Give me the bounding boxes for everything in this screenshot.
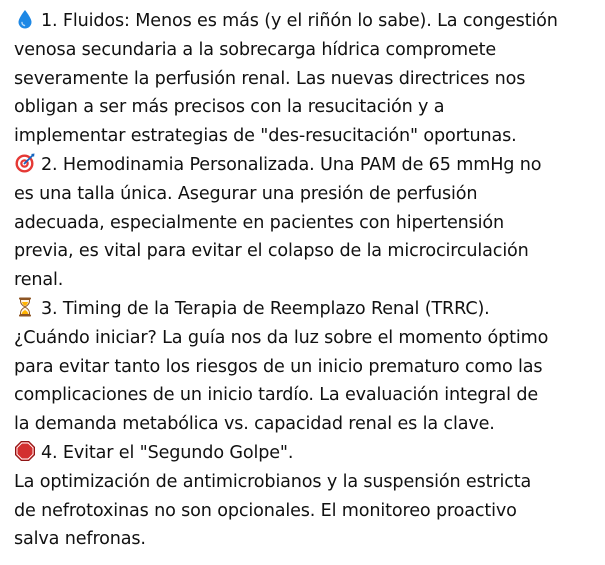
section-line: implementar estrategias de "des-resucitación" oportunas. xyxy=(14,126,517,147)
hourglass-icon xyxy=(14,296,36,318)
section-rrt-timing xyxy=(14,295,591,439)
section-title-line: 2. Hemodinamia Personalizada. Una PAM de 65 mmHg no xyxy=(41,154,542,175)
section-line: de nefrotoxinas no son opcionales. El monitoreo proactivo xyxy=(14,500,517,521)
target-icon xyxy=(14,152,36,174)
section-line: previa, es vital para evitar el colapso de la microcirculación xyxy=(14,241,529,262)
section-line: severamente la perfusión renal. Las nuevas directrices nos xyxy=(14,68,526,89)
section-line: para evitar tanto los riesgos de un inicio prematuro como las xyxy=(14,356,543,377)
section-title-line: 4. Evitar el "Segundo Golpe". xyxy=(41,442,294,463)
section-line xyxy=(14,439,591,468)
section-line: La optimización de antimicrobianos y la suspensión estricta xyxy=(14,471,532,492)
section-line xyxy=(14,295,591,324)
section-line: venosa secundaria a la sobrecarga hídrica compromete xyxy=(14,39,497,60)
section-line: salva nefronas. xyxy=(14,529,146,550)
section-line: es una talla única. Asegurar una presión de perfusión xyxy=(14,183,478,204)
section-line xyxy=(14,151,591,180)
section-line: obligan a ser más precisos con la resucitación y a xyxy=(14,97,445,118)
section-line: la demanda metabólica vs. capacidad renal es la clave. xyxy=(14,414,495,435)
section-fluids xyxy=(14,7,591,151)
section-line: renal. xyxy=(14,270,64,291)
section-title-line: 1. Fluidos: Menos es más (y el riñón lo sabe). La congestión xyxy=(41,11,558,31)
section-hemodynamics xyxy=(14,151,591,295)
section-line: adecuada, especialmente en pacientes con hipertensión xyxy=(14,212,505,233)
section-line: complicaciones de un inicio tardío. La evaluación integral de xyxy=(14,385,539,406)
droplet-icon xyxy=(14,8,36,30)
section-line xyxy=(14,7,591,36)
section-second-hit xyxy=(14,439,591,554)
stop-sign-icon xyxy=(14,440,36,462)
section-title-line: 3. Timing de la Terapia de Reemplazo Renal (TRRC). xyxy=(41,298,490,319)
section-line: ¿Cuándo iniciar? La guía nos da luz sobre el momento óptimo xyxy=(14,327,549,348)
